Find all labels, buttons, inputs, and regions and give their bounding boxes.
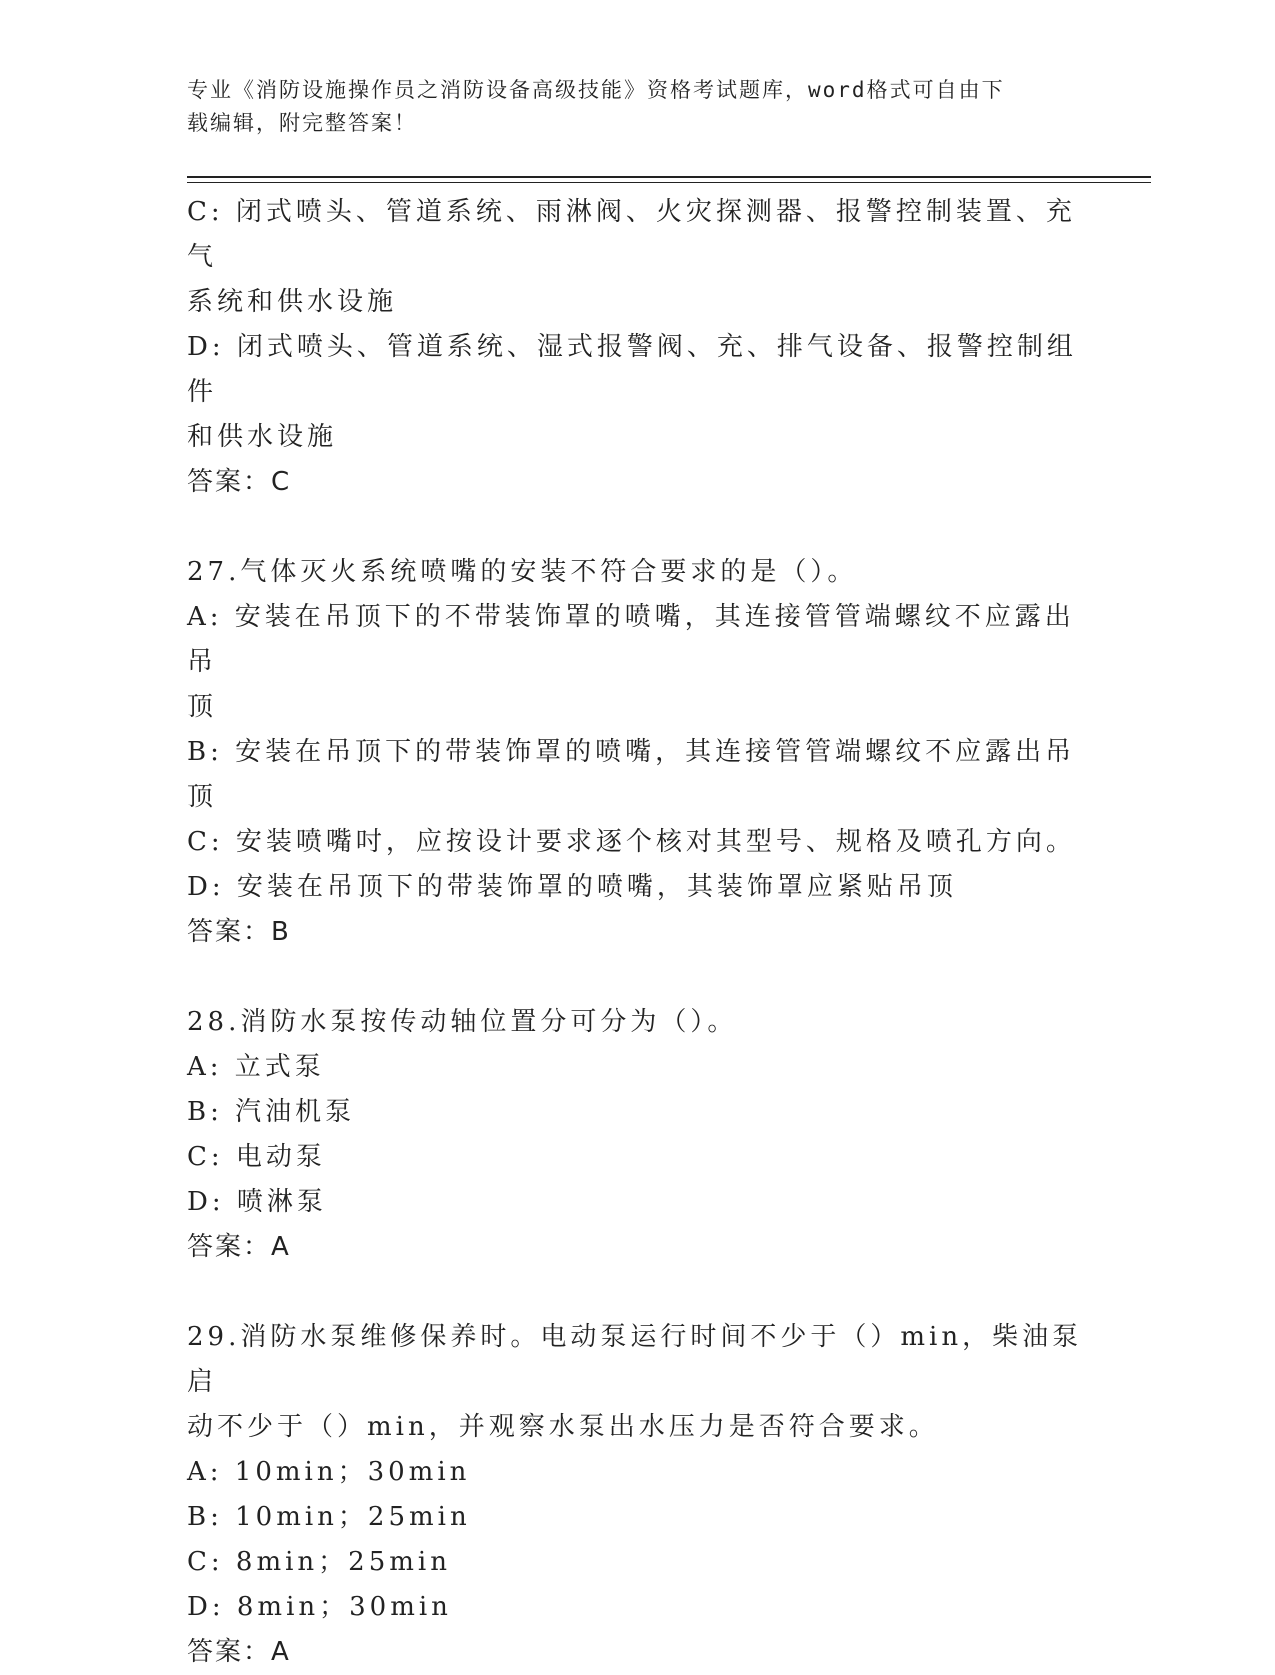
- option-b: B: 10min；25min: [187, 1502, 471, 1532]
- header-divider-thick: [187, 176, 1151, 178]
- option-b: B: 汽油机泵: [187, 1097, 356, 1127]
- answer-29: 答案：A: [187, 1637, 291, 1667]
- option-c: C: 电动泵: [187, 1142, 326, 1172]
- document-header: [187, 74, 1087, 140]
- option-d-line-2: 和供水设施: [187, 422, 338, 452]
- question-28: [187, 1000, 1087, 1270]
- answer-28: 答案：A: [187, 1232, 291, 1262]
- option-c-line-2: 系统和供水设施: [187, 287, 398, 317]
- question-29: [187, 1315, 1087, 1675]
- option-d-line-1: D: 闭式喷头、管道系统、湿式报警阀、充、排气设备、报警控制组件: [187, 332, 1077, 407]
- question-27: [187, 550, 1087, 955]
- question-27-stem: 27.气体灭火系统喷嘴的安装不符合要求的是（）。: [187, 557, 858, 587]
- option-d: D: 安装在吊顶下的带装饰罩的喷嘴，其装饰罩应紧贴吊顶: [187, 872, 957, 902]
- option-d: D: 8min；30min: [187, 1592, 452, 1622]
- spacer: [187, 505, 1087, 550]
- option-d: D: 喷淋泵: [187, 1187, 327, 1217]
- header-divider-thin: [187, 182, 1151, 183]
- answer-26: 答案：C: [187, 467, 292, 497]
- question-content: [187, 190, 1087, 1675]
- option-a: A: 立式泵: [187, 1052, 325, 1082]
- option-c-line-1: C: 闭式喷头、管道系统、雨淋阀、火灾探测器、报警控制装置、充气: [187, 197, 1076, 272]
- spacer: [187, 955, 1087, 1000]
- option-a-line-2: 顶: [187, 692, 218, 722]
- question-26-tail: [187, 190, 1087, 505]
- question-29-stem-line-2: 动不少于（）min，并观察水泵出水压力是否符合要求。: [187, 1412, 939, 1442]
- header-line-1: 专业《消防设施操作员之消防设备高级技能》资格考试题库，word格式可自由下: [187, 78, 1005, 102]
- question-28-stem: 28.消防水泵按传动轴位置分可分为（）。: [187, 1007, 738, 1037]
- answer-27: 答案：B: [187, 917, 291, 947]
- header-line-2: 载编辑，附完整答案！: [187, 111, 417, 135]
- question-29-stem-line-1: 29.消防水泵维修保养时。电动泵运行时间不少于（）min，柴油泵启: [187, 1322, 1083, 1397]
- option-a-line-1: A: 安装在吊顶下的不带装饰罩的喷嘴，其连接管管端螺纹不应露出吊: [187, 602, 1075, 677]
- option-b: B: 安装在吊顶下的带装饰罩的喷嘴，其连接管管端螺纹不应露出吊顶: [187, 737, 1076, 812]
- option-c: C: 安装喷嘴吋，应按设计要求逐个核对其型号、规格及喷孔方向。: [187, 827, 1076, 857]
- spacer: [187, 1270, 1087, 1315]
- option-a: A: 10min；30min: [187, 1457, 471, 1487]
- option-c: C: 8min；25min: [187, 1547, 451, 1577]
